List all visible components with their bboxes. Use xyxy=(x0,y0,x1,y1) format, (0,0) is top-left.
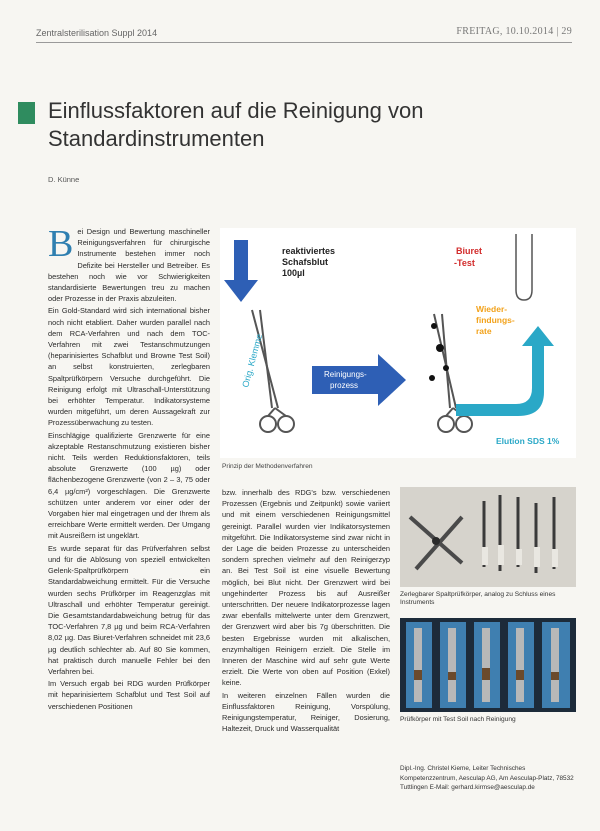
paragraph: In weiteren einzelnen Fällen wurden die Einflussfaktoren Reinigung, Vorspülung, Reinigungstemperatur, Reiniger, Dosierung, Haltezeit, Druck und Wasserqualität xyxy=(222,690,390,734)
recovery-label: Wieder- findungs- rate xyxy=(476,304,515,336)
paragraph: bzw. innerhalb des RDG's bzw. verschiedenen Prozessen (Ergebnis und Zeitpunkt) sowie variiert und mit einem verschiedenen Reinigungsmittel gereinigt. Parallel wurden vier Indikatorsystemen mitgeführt. Die Indikatorsysteme sind zwar nicht in der Lage die beiden Prozesse zu unterscheiden sondern sprechen vielmehr auf den Reinigerzyp an. Bei Test Soil ist eine visuelle Bewertung möglich, bei Blut nicht. Der Grenzwert wird bei ungehinderter Prozess bis auf Ausreißer unterschritten. Der neuere Indikatorprozesse lagen zwar ebenfalls mittelwerte unter dem Grenzwert, der Grenzwert wird aber bis 7g überschritten. Die besten Ergebnisse wurden mit alkalischen, enzymhaltigen Reinigern erzielt. Die Stelle im Inneren der Maschine wird auf sehr gute Werte erzielt. Die Werte von oben auf Position (Exkel) keine. xyxy=(222,488,390,688)
paragraph: Es wurde separat für das Prüfverfahren selbst und für die Ablösung von speziell entwickelten Gelenk-Spaltprüfkörpern ein Standardabweichung ermittelt. Für die Versuche wurden sechs Prüfkörper im Reagenzglas mit Ultraschall und erhöhter Temperatur gereinigt. Die Gesamtstandardabweichung betrug für das TOC-Verfahren 7,8 µg und beim RCA-Verfahren 8,02 µg. Das Biuret-Verfahren schneidet mit 23,6 µg deutlich schlechter ab. Auf 80 Sie kommen, hat praktisch durch manuelle Fehler bei den Verfahren bei. xyxy=(48,543,210,676)
specimen-photo xyxy=(400,487,576,587)
article-title: Einflussfaktoren auf die Reinigung von Standardinstrumenten xyxy=(48,98,424,151)
blood-label: reaktiviertes Schafsblut 100µl xyxy=(282,246,336,278)
method-diagram xyxy=(220,228,576,458)
svg-text:prozess: prozess xyxy=(330,381,359,390)
author-name: D. Künne xyxy=(48,175,80,184)
biuret-label: Biuret -Test xyxy=(454,246,483,268)
down-arrow-icon xyxy=(224,240,258,302)
paragraph: Bei Design und Bewertung maschineller Reinigungsverfahren für chirurgische Instrumente bestehen immer noch Defizite bei Hersteller und Betreiber. Es bestehen noch wie vor Schwierigkeiten standardisierte Bewertungen treu zu machen oder Prozesse in der Praxis abzuleiten. xyxy=(48,223,210,304)
issue-date-page: FREITAG, 10.10.2014 | 29 xyxy=(456,26,572,37)
running-header xyxy=(36,28,572,43)
text-column-2 xyxy=(222,487,390,735)
curved-arrow-icon xyxy=(456,326,554,416)
figure-caption: Zerlegbarer Spaltprüfkörper, analog zu Schluss eines Instruments xyxy=(400,591,556,606)
test-tube-icon xyxy=(516,234,532,300)
author-address: Dipl.-Ing. Christel Kieme, Leiter Technisches Kompetenzzentrum, Aesculap AG, Am Aesculap-Platz, 78532 Tuttlingen E-Mail: gerhard.kirmse@aesculap.de xyxy=(400,765,574,792)
svg-text:Reinigungs-: Reinigungs- xyxy=(324,370,367,379)
paragraph: Im Versuch ergab bei RDG wurden Prüfkörper mit heparinisiertem Schafblut und Test Soil auf verschiedenen Positionen xyxy=(48,679,210,711)
paragraph: Einschlägige qualifizierte Grenzwerte für eine akzeptable Restanschmutzung existieren bisher nicht. Teils werden Reduktionsfaktoren, teils absolute Grenzwerte (100 µg) oder flächenbezogene Grenzwerte (von 2 – 3, 75 oder 6,4 µg/cm²) vorgeschlagen. Die Grenzwerte schützen unter anderem vor einer oder der Vorgaben hier mal eingetragen und der Ihrem als erreichbare Werte ermittelt werden. Der Umgang mit Ausreißern ist ungeklärt. xyxy=(48,430,210,541)
title-accent-bar xyxy=(18,102,35,124)
journal-name: Zentralsterilisation Suppl 2014 xyxy=(36,28,158,38)
clamp-label: Orig. Klemme xyxy=(240,332,265,389)
elution-label: Elution SDS 1% xyxy=(496,436,560,446)
figure-caption: Prinzip der Methodenverfahren xyxy=(222,463,313,470)
test-soil-photo xyxy=(400,618,576,712)
drop-cap: B xyxy=(48,223,74,265)
figure-caption: Prüfkörper mit Test Soil nach Reinigung xyxy=(400,716,516,723)
right-arrow-icon xyxy=(312,354,406,406)
clamp-icon xyxy=(252,310,294,432)
text-column-1 xyxy=(48,223,210,713)
paragraph: Ein Gold-Standard wird sich international bisher noch nicht etabliert. Daher wurden parallel nach dem RCA-Verfahren und nach dem TOC-Verfahren mit zwei Testanschmutzungen (heparinisiertes Schafblut und Browne Test Soil) an selbst konstruierten, zerlegbaren Spaltprüfkörpern Versuche durchgeführt. Die Reinigung erfolgt mit Ultraschall-Unterstützung bei erhöhter Temperatur. Indikatorsysteme wurden mitgeführt, um deren Aussagekraft zur Prozessüberwachung zu testen. xyxy=(48,306,210,428)
